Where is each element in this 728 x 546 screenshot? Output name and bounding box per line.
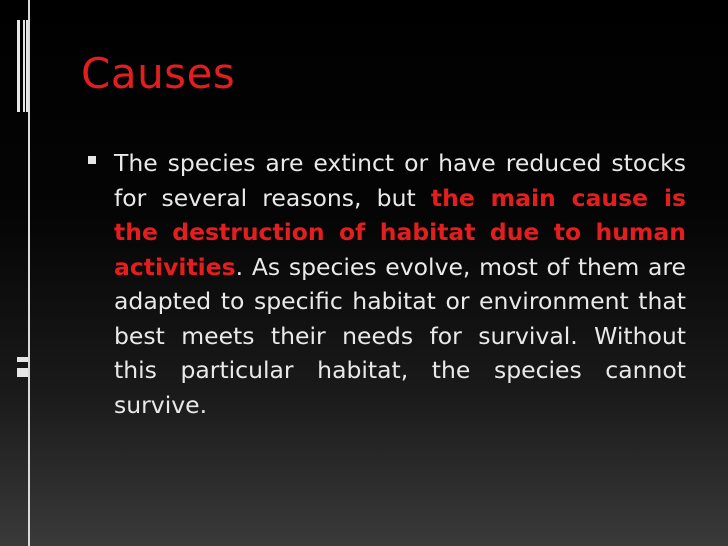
bullet-list <box>88 146 686 422</box>
body-text-continuation: . As species evolve, most of them are adapted to specific habitat or environment that best meets their needs for survival. Without this particular habitat, the species cannot survive. <box>114 252 686 419</box>
left-vertical-rule <box>28 0 30 546</box>
decorative-bar <box>23 20 25 112</box>
square-bullet-icon <box>88 156 96 164</box>
body-text-intro: The species are extinct or have reduced stocks for several reasons, but <box>114 149 686 212</box>
decorative-mark <box>17 357 28 362</box>
decorative-bar <box>17 20 20 112</box>
bullet-paragraph <box>114 146 686 422</box>
decorative-bar <box>26 20 28 112</box>
decorative-bar-group <box>17 20 28 112</box>
slide-title: Causes <box>81 49 236 98</box>
highlighted-phrase: the main cause is the destruction of habitat due to human activities <box>114 183 687 281</box>
decorative-mark <box>17 368 28 377</box>
